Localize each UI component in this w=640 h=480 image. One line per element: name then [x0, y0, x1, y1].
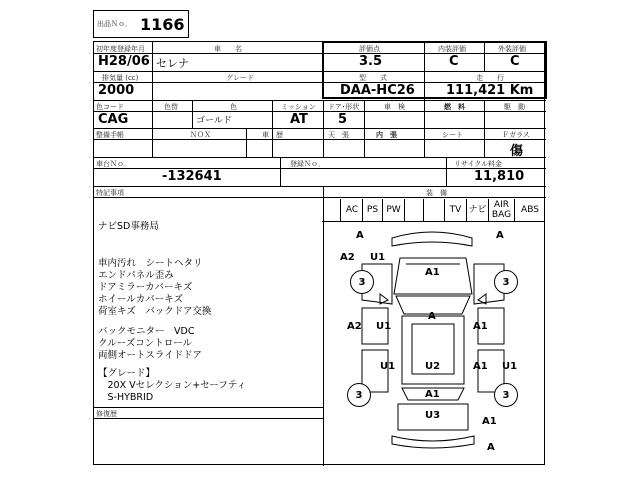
chassis-label: 車台Ｎｏ．: [96, 160, 131, 168]
door-label: ドア･形状: [328, 103, 360, 111]
color-name-value: ゴールド: [196, 116, 232, 126]
mission-label: ミッション: [281, 103, 316, 111]
notes-line1: ナビSD事務局: [98, 221, 159, 232]
interior-eval-label: 内装評価: [438, 45, 466, 53]
cc-value: 2000: [98, 83, 135, 98]
mileage-label: 走 行: [476, 74, 504, 82]
year-label: 初年度登録年月: [96, 45, 145, 53]
tire-front-left: 3: [350, 270, 374, 294]
notes-label: 特記事項: [96, 189, 124, 197]
inner-lining-label: 内 張: [376, 131, 397, 139]
score-label: 評価点: [359, 45, 380, 53]
seat-label: シート: [442, 131, 463, 139]
recycle-value: 11,810: [474, 169, 525, 184]
notes-grade: 【グレード】 20X Vセレクション+セーフティ S-HYBRID: [98, 368, 247, 403]
fglass-value: 傷: [510, 144, 524, 159]
equip-navi: ナビ: [468, 205, 487, 215]
exterior-eval-label: 外装評価: [498, 45, 526, 53]
roof-label: 天 張: [328, 131, 349, 139]
damage-front-left: A: [356, 230, 364, 241]
chassis-value: -132641: [162, 169, 222, 184]
year-value: H28/06: [98, 54, 150, 69]
fglass-label: Ｆガラス: [502, 131, 530, 139]
damage-rear-a1: A1: [425, 389, 440, 400]
damage-right-rear-a1: A1: [473, 361, 488, 372]
interior-eval-value: C: [449, 54, 459, 69]
damage-right-door-a1: A1: [473, 321, 488, 332]
color-code-value: CAG: [98, 112, 129, 127]
mileage-value: 111,421 Km: [446, 83, 534, 98]
damage-front-right: A: [496, 230, 504, 241]
history-label: 車 歴: [262, 131, 283, 139]
lot-number: 1166: [140, 15, 185, 34]
car-damage-diagram: [322, 224, 545, 464]
equip-ps: PS: [366, 205, 379, 215]
lot-box: [93, 10, 189, 38]
damage-center-u2: U2: [425, 361, 441, 372]
car-name-value: セレナ: [156, 57, 189, 70]
equipment-label: 装 備: [426, 189, 447, 197]
cc-label: 排気量 (cc): [102, 74, 139, 82]
equip-abs: ABS: [521, 205, 539, 215]
damage-tailgate-u3: U3: [425, 410, 441, 421]
equipment-row: [322, 199, 545, 221]
damage-left-door-a2: A2: [347, 321, 362, 332]
equip-tv: TV: [449, 205, 462, 215]
drive-label: 駆 動: [504, 103, 525, 111]
damage-left-door-u1: U1: [376, 321, 392, 332]
damage-left-front-u1: U1: [370, 252, 386, 263]
damage-tail-a1: A1: [482, 416, 497, 427]
model-value: DAA-HC26: [340, 83, 415, 98]
notes-options: バックモニター VDC クルーズコントロール 両側オートスライドドア: [98, 326, 202, 361]
fuel-label: 燃 料: [444, 103, 465, 111]
color-change-label: 色替: [164, 103, 178, 111]
recycle-label: リサイクル料金: [454, 160, 503, 168]
damage-roof: A: [428, 311, 436, 322]
lot-label: 出品Ｎｏ．: [97, 20, 132, 28]
registration-label: 登録Ｎｏ．: [290, 160, 325, 168]
equip-ac: AC: [345, 205, 359, 215]
mission-value: AT: [290, 112, 308, 127]
grade-label: グレード: [226, 74, 254, 82]
damage-rear-bumper: A: [487, 442, 495, 453]
damage-left-rear-u1: U1: [380, 361, 396, 372]
inspection-label: 車 検: [384, 103, 405, 111]
door-value: 5: [338, 112, 348, 127]
car-name-label: 車 名: [214, 45, 242, 53]
tire-rear-left: 3: [347, 383, 371, 407]
score-value: 3.5: [359, 54, 383, 69]
damage-right-rear-u1: U1: [502, 361, 518, 372]
damage-left-front-fender: A2: [340, 252, 355, 263]
repair-history-label: 修復歴: [96, 410, 117, 418]
equip-pw: PW: [386, 205, 401, 215]
manual-label: 整備手帳: [96, 131, 124, 139]
notes-damage: 車内汚れ シートヘタリ エンドパネル歪み ドアミラーカバーキズ ホイールカバーキズ 荷室キズ バックドア交換: [98, 258, 212, 317]
color-name-label: 色: [230, 103, 237, 111]
exterior-eval-value: C: [510, 54, 520, 69]
nox-label: ＮＯＸ: [190, 131, 211, 139]
tire-rear-right: 3: [494, 383, 518, 407]
model-label: 型 式: [359, 74, 387, 82]
damage-hood: A1: [425, 267, 440, 278]
color-code-label: 色コード: [96, 103, 124, 111]
equip-airbag: AIR BAG: [491, 200, 512, 220]
tire-front-right: 3: [494, 270, 518, 294]
